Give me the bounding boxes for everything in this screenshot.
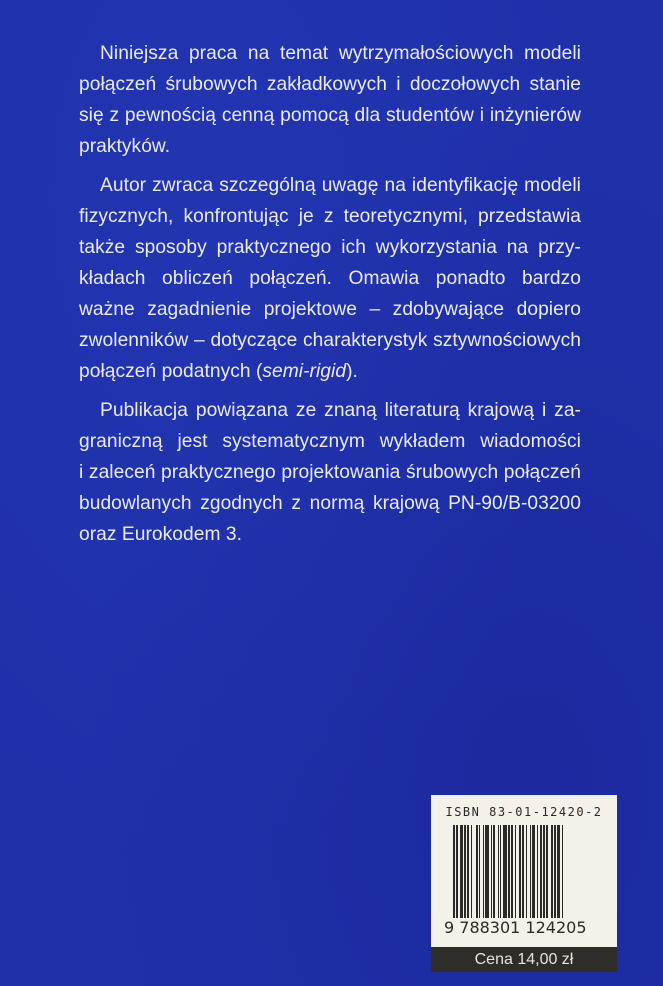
- barcode-icon: [453, 825, 595, 933]
- text-line: także sposoby praktycznego ich wykorzystania na przy-: [79, 237, 581, 258]
- text-line: Niniejsza praca na temat wytrzymałościowych modeli: [100, 43, 581, 64]
- text-line: się z pewnością cenną pomocą dla studentów i inżynierów: [79, 105, 581, 126]
- text-line: ważne zagadnienie projektowe – zdobywające dopiero: [79, 299, 581, 320]
- text-line: zwolenników – dotyczące charakterystyk sztywnościowych: [79, 330, 581, 351]
- text-fragment: ).: [346, 361, 358, 382]
- text-line: połączeń śrubowych zakładkowych i doczołowych stanie: [79, 74, 581, 95]
- text-line: Autor zwraca szczególną uwagę na identyfikację modeli: [100, 175, 581, 196]
- italic-term: semi-rigid: [262, 361, 347, 382]
- text-line: kładach obliczeń połączeń. Omawia ponadto bardzo: [79, 268, 581, 289]
- text-line: i zaleceń praktycznego projektowania śrubowych połączeń: [79, 462, 581, 483]
- text-line: Publikacja powiązana ze znaną literaturą krajową i za-: [100, 400, 581, 421]
- text-line: graniczną jest systematycznym wykładem wiadomości: [79, 431, 581, 452]
- back-cover-description: [79, 38, 581, 558]
- paragraph-2: [79, 170, 581, 387]
- barcode-digits-text: 9 788301 124205: [444, 918, 587, 937]
- price-label: Cena 14,00 zł: [431, 947, 617, 972]
- isbn-number: ISBN 83-01-12420-2: [445, 804, 603, 820]
- text-line: fizycznych, konfrontując je z teoretycznymi, przedstawia: [79, 206, 581, 227]
- text-line: budowlanych zgodnych z normą krajową PN-90/B-03200: [79, 493, 581, 514]
- text-line: oraz Eurokodem 3.: [79, 524, 242, 545]
- paragraph-1: [79, 38, 581, 162]
- isbn-barcode-label: [431, 795, 617, 972]
- barcode-digits: [443, 918, 588, 937]
- paragraph-3: [79, 395, 581, 550]
- text-fragment: połączeń podatnych (: [79, 361, 263, 382]
- text-line: [79, 356, 581, 387]
- text-line: praktyków.: [79, 136, 171, 157]
